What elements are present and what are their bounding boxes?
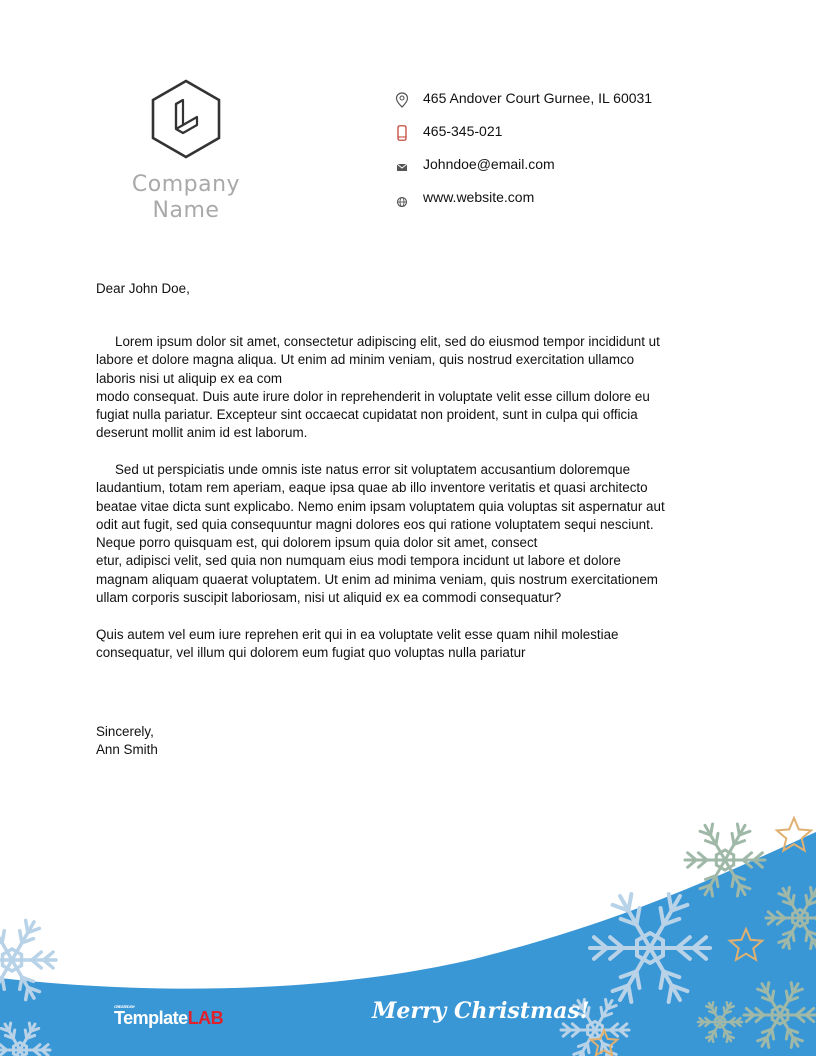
- line: laudantium, totam rem aperiam, eaque ipsa quae ab illo inventore veritatis et quasi architecto: [96, 480, 648, 496]
- line: odit aut fugit, sed quia consequuntur magni dolores eos qui ratione voluptatem sequi nesciunt.: [96, 516, 654, 532]
- line: beatae vitae dicta sunt explicabo. Nemo enim ipsam voluptatem quia voluptas sit aspernatur aut: [96, 498, 665, 514]
- envelope-icon: [395, 158, 409, 174]
- line: Quis autem vel eum iure reprehen erit qui in ea voluptate velit esse quam nihil molestiae: [96, 627, 619, 642]
- line: Lorem ipsum dolor sit amet, consectetur adipiscing elit, sed do eiusmod tempor incididunt ut: [115, 334, 660, 349]
- signer-name: Ann Smith: [96, 742, 158, 758]
- closing: Sincerely,: [96, 724, 154, 739]
- paragraph-1: [96, 333, 722, 443]
- closing-block: [96, 723, 158, 760]
- line: deserunt mollit anim id est laborum.: [96, 425, 308, 441]
- line: magnam aliquam quaerat voluptatem. Ut enim ad minima veniam, quis nostrum exercitationem: [96, 571, 658, 587]
- line: ullam corporis suscipit laboriosam, nisi ut aliquid ex ea commodi consequatur?: [96, 590, 562, 606]
- line: Sed ut perspiciatis unde omnis iste natus error sit voluptatem accusantium doloremque: [115, 462, 631, 477]
- mobile-phone-icon: [395, 125, 409, 141]
- paragraph-2: [96, 461, 722, 607]
- line: consequatur, vel illum qui dolorem eum fugiat quo voluptas nulla pariatur: [96, 645, 526, 661]
- location-pin-icon: [395, 92, 409, 108]
- company-name: Company Name: [131, 172, 241, 223]
- company-logo: [118, 78, 254, 224]
- line: fugiat nulla pariatur. Excepteur sint occaecat cupidatat non proident, sunt in culpa qui officia: [96, 407, 638, 423]
- line: labore et dolore magna aliqua. Ut enim ad minim veniam, quis nostrud exercitation ullamco: [96, 352, 635, 368]
- hexagon-l-logo-icon: [149, 78, 223, 160]
- line: laboris nisi ut aliquip ex ea com: [96, 370, 283, 386]
- salutation: Dear John Doe,: [96, 281, 190, 296]
- paragraph-3: [96, 626, 722, 663]
- line: etur, adipisci velit, sed quia non numquam eius modi tempora incidunt ut labore et dolore: [96, 553, 621, 569]
- globe-icon: [395, 191, 409, 207]
- templatelab-brand: CREATED BY TemplateLAB: [114, 1004, 224, 1028]
- line: modo consequat. Duis aute irure dolor in reprehenderit in voluptate velit esse cillum dolore eu: [96, 388, 650, 404]
- line: Neque porro quisquam est, qui dolorem ipsum quia dolor sit amet, consect: [96, 535, 538, 551]
- merry-christmas-greeting: Merry Christmas!: [372, 998, 590, 1024]
